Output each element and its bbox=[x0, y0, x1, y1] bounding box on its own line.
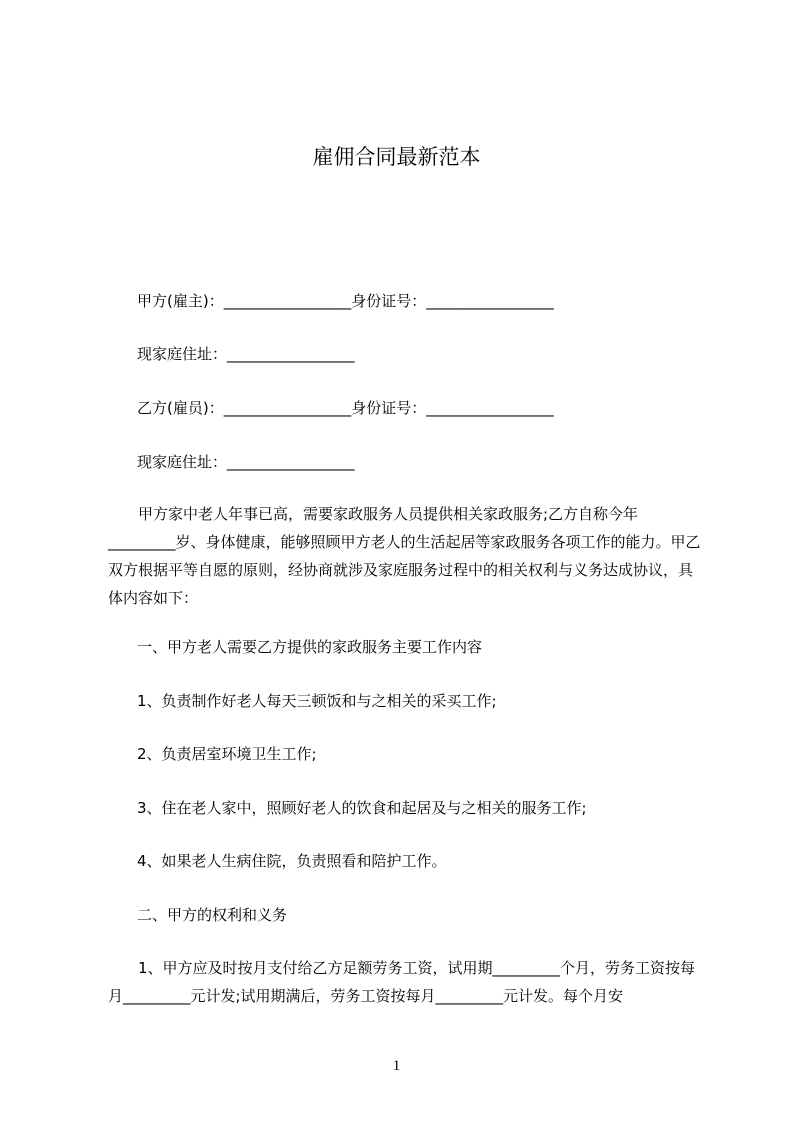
page-number: 1 bbox=[392, 1058, 401, 1074]
section2-paragraph: 1、甲方应及时按月支付给乙方足额劳务工资，试用期_________个月，劳务工资按每月_________元计发;试用期满后，劳务工资按每月_________元计发。每个月安 bbox=[108, 959, 696, 1005]
document-title: 雇佣合同最新范本 bbox=[312, 145, 481, 169]
intro-paragraph: 甲方家中老人年事已高，需要家政服务人员提供相关家政服务;乙方自称今年_________岁、身体健康，能够照顾甲方老人的生活起居等家政服务各项工作的能力。甲乙双方根据平等自愿的原则，经协商就涉及家庭服务过程中的相关权利与义务达成协议，具体内容如下： bbox=[108, 505, 701, 607]
section2-heading: 二、甲方的权利和义务 bbox=[137, 906, 288, 924]
party-b-address: 现家庭住址：_________________ bbox=[137, 453, 355, 471]
party-a-line: 甲方(雇主)：_________________身份证号：_________________ bbox=[137, 292, 554, 310]
section1-item-4: 4、如果老人生病住院，负责照看和陪护工作。 bbox=[137, 852, 447, 870]
section1-heading: 一、甲方老人需要乙方提供的家政服务主要工作内容 bbox=[137, 638, 483, 656]
section1-item-2: 2、负责居室环境卫生工作; bbox=[137, 745, 317, 763]
section1-item-1: 1、负责制作好老人每天三顿饭和与之相关的采买工作; bbox=[137, 692, 497, 710]
party-b-line: 乙方(雇员)：_________________身份证号：_________________ bbox=[137, 399, 554, 417]
party-a-address: 现家庭住址：_________________ bbox=[137, 345, 355, 363]
section1-item-3: 3、住在老人家中，照顾好老人的饮食和起居及与之相关的服务工作; bbox=[137, 799, 587, 817]
